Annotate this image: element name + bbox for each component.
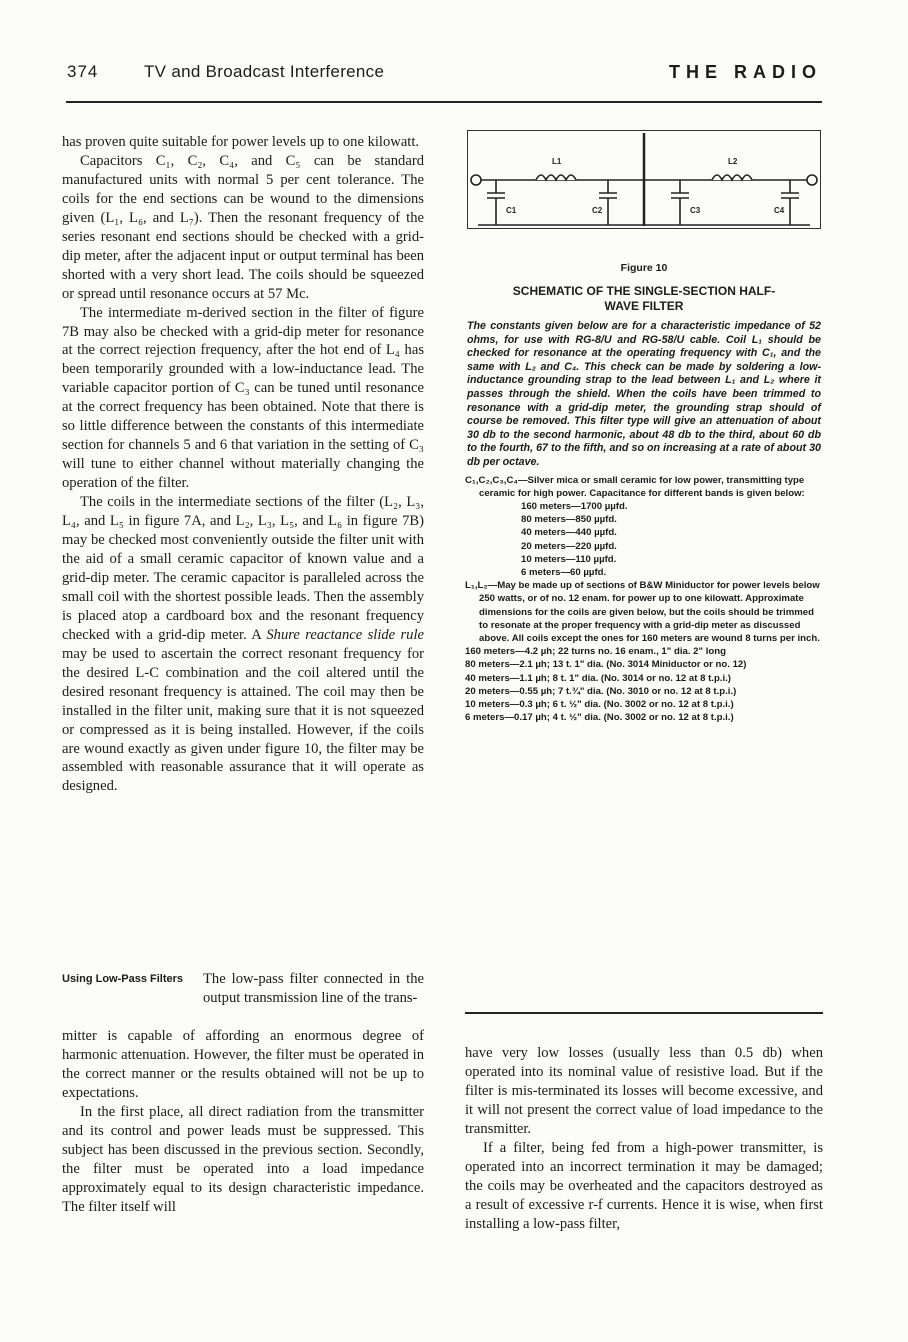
figure-bottom-rule (465, 1012, 823, 1014)
left-column-bottom (62, 1027, 424, 1217)
figure-frame (467, 130, 821, 229)
figure-title: SCHEMATIC OF THE SINGLE-SECTION HALF-WAVE FILTER (512, 284, 776, 313)
cap-band: 80 meters—850 µµfd. (521, 514, 617, 526)
label-l1: L1 (552, 157, 562, 166)
running-title: TV and Broadcast Interference (144, 62, 385, 81)
side-heading: Using Low-Pass Filters (62, 973, 184, 985)
figure-caption-block (465, 262, 823, 724)
figure-number: Figure 10 (620, 262, 668, 274)
header-rule (66, 101, 822, 103)
paragraph-text: The coils in the intermediate sections of the filter (L₂, L₃, L₄, and L₅ in figure 7A, and L₂, L₃, L₅, and L₆ in figure 7B) may be checked most conveniently outside the filter unit with the aid of a small ceramic capacitor of known value and a grid-dip meter. The ceramic capacitor is paralleled across the small coil with the shortest possible leads. Then the assembly is placed atop a cardboard box and the resonant frequency checked with a grid-dip meter. A (62, 494, 424, 643)
paragraph: If a filter, being fed from a high-power transmitter, is operated into an incorrect termination it may be damaged; the coils may be overheated and the capacitors destroyed as a result of excessive r-f currents. Hence it is wise, when first installing a low-pass filter, (465, 1139, 823, 1232)
label-c1: C1 (506, 206, 517, 215)
coil-spec: 20 meters—0.55 µh; 7 t.¾" dia. (No. 3010 or no. 12 at 8 t.p.i.) (465, 685, 737, 697)
component-notes (465, 474, 823, 725)
coil-spec: 6 meters—0.17 µh; 4 t. ½" dia. (No. 3002 or no. 12 at 8 t.p.i.) (465, 712, 734, 724)
cap-band: 20 meters—220 µµfd. (521, 540, 617, 552)
left-column-top (62, 133, 424, 796)
label-c2: C2 (592, 206, 603, 215)
paragraph-text: may be used to ascertain the correct resonant frequency for the desired L-C combination and the coil altered until the desired resonant frequency is attained. The coil may then be installed in the filter unit, making sure that it is not squeezed or compressed as it is being installed. However, if the coils are wound exactly as given under figure 10, the filter may be assembled with reasonable assurance that it will operate as designed. (62, 645, 424, 795)
cap-band: 40 meters—440 µµfd. (521, 527, 617, 539)
label-c4: C4 (774, 206, 785, 215)
cap-band: 160 meters—1700 µµfd. (521, 500, 628, 512)
coil-spec: 80 meters—2.1 µh; 13 t. 1" dia. (No. 3014 Miniductor or no. 12) (465, 659, 747, 671)
coil-spec: 10 meters—0.3 µh; 6 t. ½" dia. (No. 3002 or no. 12 at 8 t.p.i.) (465, 698, 734, 710)
emphasis: Shure reactance slide rule (266, 626, 425, 643)
paragraph: has proven quite suitable for power levels up to one kilowatt. (62, 134, 420, 150)
right-column-text (465, 1044, 823, 1234)
paragraph: The intermediate m-derived section in the filter of figure 7B may also be checked with a grid-dip meter for resonance at the correct rejection frequency, after the hot end of L₄ has been temporarily grounded with a low-inductance lead. The variable capacitor portion of C₃ can be tuned until resonance at the correct frequency has been obtained. Note that there is so little difference between the constants of this intermediate section for channels 5 and 6 that variation in the setting of C₃ will tune to either channel without materially changing the operation of the filter. (62, 304, 424, 492)
cap-band: 10 meters—110 µµfd. (521, 553, 617, 565)
schematic-diagram (468, 131, 820, 228)
coil-note: L₁,L₂—May be made up of sections of B&W Miniductor for power levels below 250 watts, or of no. 12 enam. for power up to one kilowatt. Approximate dimensions for the coils are given below, but the coils should be trimmed to resonate at the proper frequency with a grid-dip meter as discussed above. All coils except the ones for 160 meters are wound 8 turns per inch. (465, 580, 820, 644)
side-paragraph: The low-pass filter connected in the output transmission line of the trans- (203, 971, 424, 1006)
running-title-right: THE RADIO (669, 62, 822, 82)
coil-spec: 40 meters—1.1 µh; 8 t. 1" dia. (No. 3014 or no. 12 at 8 t.p.i.) (465, 672, 731, 684)
page-number: 374 (67, 62, 99, 81)
label-l2: L2 (728, 157, 738, 166)
paragraph: In the first place, all direct radiation from the transmitter and its control and power leads must be suppressed. This subject has been discussed in the previous section. Secondly, the filter must be operated into a load impedance approximately equal to its design characteristic impedance. The filter itself will (62, 1103, 424, 1215)
paragraph: have very low losses (usually less than 0.5 db) when operated into its nominal value of resistive load. But if the filter is mis-terminated its losses will become excessive, and it will not present the correct value of load impedance to the transmitter. (465, 1045, 823, 1137)
coil-spec: 160 meters—4.2 µh; 22 turns no. 16 enam., 1" dia. 2" long (465, 646, 726, 658)
paragraph: mitter is capable of affording an enormous degree of harmonic attenuation. However, the filter must be operated in the correct manner or the results obtained will not be up to expectations. (62, 1028, 424, 1101)
paragraph: Capacitors C₁, C₂, C₄, and C₅ can be standard manufactured units with normal 5 per cent tolerance. The coils for the end sections can be wound to the dimensions given (L₁, L₆, and L₇). Then the resonant frequency of the series resonant end sections should be checked with a grid-dip meter, after the adjacent input or output terminal has been shorted with a very short lead. The coils should be squeezed or spread until resonance occurs at 57 Mc. (62, 152, 424, 302)
figure-caption: The constants given below are for a characteristic impedance of 52 ohms, for use with RG-8/U and RG-58/U cable. Coil L₁ should be checked for resonance at the operating frequency with C₁, and the same with L₂ and C₄. This check can be made by soldering a low-inductance grounding strap to the lead between L₁ and L₂ where it passes through the shield. When the coils have been trimmed to resonance with a grid-dip meter, the grounding strap should of course be removed. This filter type will give an attenuation of about 30 db to the second harmonic, about 48 db to the third, about 60 db to the fourth, 67 to the fifth, and so on increasing at a rate of about 30 db per octave. (467, 320, 821, 468)
paragraph (62, 493, 424, 796)
cap-band: 6 meters—60 µµfd. (521, 566, 607, 578)
capacitor-note: C₁,C₂,C₃,C₄—Silver mica or small ceramic for low power, transmitting type ceramic for high power. Capacitance for different bands is given below: (465, 474, 805, 499)
label-c3: C3 (690, 206, 701, 215)
